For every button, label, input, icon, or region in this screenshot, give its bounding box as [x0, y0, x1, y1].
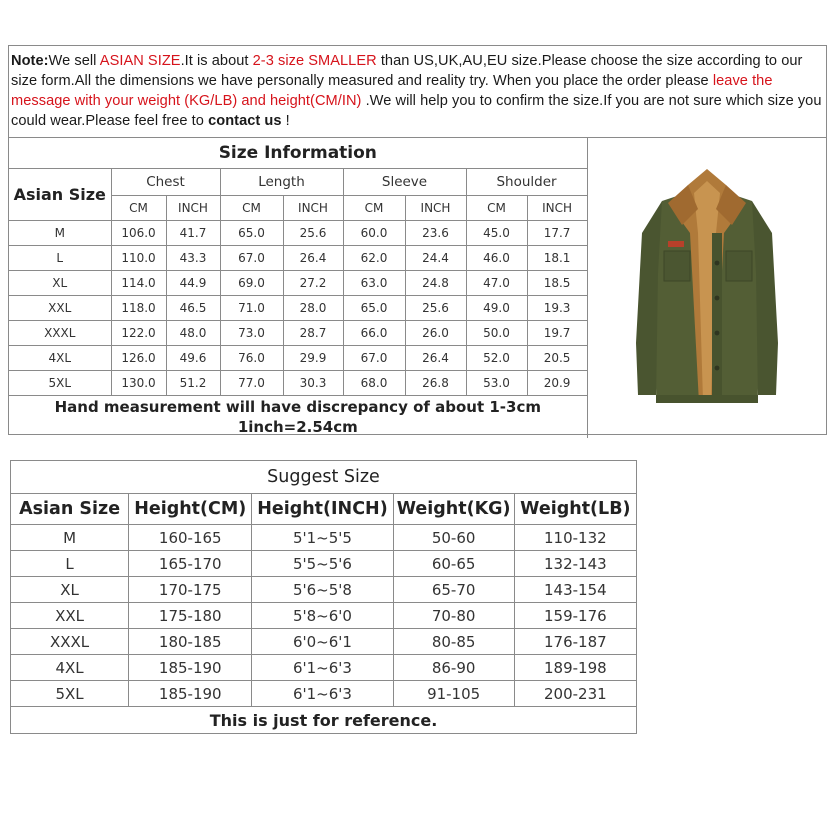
suggest-table-body	[11, 525, 637, 707]
size-table-value-cell: 24.8	[405, 271, 466, 296]
suggest-table-value-cell: 60-65	[393, 551, 514, 577]
note-text-4: .We will help you to confirm the size.If you are not sure which size you could wear.Please feel free to	[11, 93, 822, 129]
size-table-value-cell: 52.0	[466, 346, 527, 371]
suggest-table-header-row	[11, 494, 637, 525]
suggest-table-value-cell: 160-165	[129, 525, 252, 551]
size-table-value-cell: 26.4	[283, 246, 343, 271]
suggest-table-value-cell: 200-231	[514, 681, 636, 707]
size-table-value-cell: 63.0	[343, 271, 405, 296]
size-table-value-cell: 51.2	[166, 371, 220, 396]
size-table-value-cell: 28.7	[283, 321, 343, 346]
size-table-value-cell: 41.7	[166, 221, 220, 246]
size-information-panel	[8, 45, 827, 435]
size-table-value-cell: 26.8	[405, 371, 466, 396]
suggest-table-value-cell: 6'1~6'3	[252, 655, 393, 681]
suggest-table-row	[11, 603, 637, 629]
size-table-footer-line-2: 1inch=2.54cm	[237, 418, 358, 436]
size-table-value-cell: 26.0	[405, 321, 466, 346]
suggest-table-size-cell: M	[11, 525, 129, 551]
size-table-value-cell: 20.5	[527, 346, 587, 371]
size-table-value-cell: 47.0	[466, 271, 527, 296]
size-table-value-cell: 62.0	[343, 246, 405, 271]
suggest-table-value-cell: 180-185	[129, 629, 252, 655]
size-information-table	[9, 138, 588, 438]
size-table-value-cell: 68.0	[343, 371, 405, 396]
suggest-table-value-cell: 185-190	[129, 681, 252, 707]
size-table-value-cell: 53.0	[466, 371, 527, 396]
size-table-value-cell: 50.0	[466, 321, 527, 346]
suggest-table-row	[11, 577, 637, 603]
suggest-table-value-cell: 185-190	[129, 655, 252, 681]
size-table-unit-header: INCH	[527, 196, 587, 221]
suggest-table-value-cell: 91-105	[393, 681, 514, 707]
note-text-3: than US,UK,AU,EU size.Please choose the size according to our size form.All the dimensions we have personally measured and reality try. When you place the order please	[11, 53, 803, 89]
size-note	[9, 46, 826, 138]
suggest-table-title: Suggest Size	[11, 461, 637, 494]
note-prefix: Note:	[11, 53, 49, 69]
note-text-1: We sell	[48, 53, 100, 69]
size-table-value-cell: 77.0	[220, 371, 283, 396]
suggest-table-value-cell: 5'1~5'5	[252, 525, 393, 551]
size-table-value-cell: 26.4	[405, 346, 466, 371]
size-table-value-cell: 67.0	[343, 346, 405, 371]
note-text-2: .It is about	[180, 53, 253, 69]
size-table-value-cell: 114.0	[111, 271, 166, 296]
size-table-asian-size-header: Asian Size	[9, 169, 111, 221]
suggest-table-size-cell: L	[11, 551, 129, 577]
size-table-value-cell: 18.5	[527, 271, 587, 296]
size-table-value-cell: 25.6	[283, 221, 343, 246]
suggest-table-value-cell: 5'6~5'8	[252, 577, 393, 603]
size-table-value-cell: 118.0	[111, 296, 166, 321]
suggest-table-row	[11, 629, 637, 655]
suggest-table-value-cell: 159-176	[514, 603, 636, 629]
size-table-size-cell: M	[9, 221, 111, 246]
suggest-table-value-cell: 170-175	[129, 577, 252, 603]
size-table-row	[9, 246, 587, 271]
size-table-row	[9, 296, 587, 321]
size-table-value-cell: 122.0	[111, 321, 166, 346]
size-table-value-cell: 65.0	[220, 221, 283, 246]
suggest-table-value-cell: 86-90	[393, 655, 514, 681]
size-table-row	[9, 221, 587, 246]
suggest-table-size-cell: 4XL	[11, 655, 129, 681]
size-table-unit-header: CM	[220, 196, 283, 221]
suggest-table-size-cell: XXXL	[11, 629, 129, 655]
suggest-table-size-cell: XL	[11, 577, 129, 603]
suggest-table-value-cell: 65-70	[393, 577, 514, 603]
suggest-table-value-cell: 165-170	[129, 551, 252, 577]
size-table-value-cell: 44.9	[166, 271, 220, 296]
size-table-value-cell: 106.0	[111, 221, 166, 246]
size-table-value-cell: 46.5	[166, 296, 220, 321]
size-table-value-cell: 126.0	[111, 346, 166, 371]
size-table-value-cell: 65.0	[343, 296, 405, 321]
suggest-table-header-cell: Weight(LB)	[514, 494, 636, 525]
size-table-size-cell: XXL	[9, 296, 111, 321]
suggest-table-value-cell: 5'5~5'6	[252, 551, 393, 577]
size-table-value-cell: 19.7	[527, 321, 587, 346]
size-table-value-cell: 29.9	[283, 346, 343, 371]
size-table-value-cell: 23.6	[405, 221, 466, 246]
suggest-table-row	[11, 655, 637, 681]
size-table-value-cell: 24.4	[405, 246, 466, 271]
size-table-value-cell: 30.3	[283, 371, 343, 396]
suggest-table-header-cell: Height(INCH)	[252, 494, 393, 525]
suggest-table-header-cell: Height(CM)	[129, 494, 252, 525]
size-table-value-cell: 49.0	[466, 296, 527, 321]
suggest-table-footer: This is just for reference.	[11, 707, 637, 734]
size-table-unit-header: INCH	[405, 196, 466, 221]
suggest-table-value-cell: 50-60	[393, 525, 514, 551]
size-table-value-cell: 28.0	[283, 296, 343, 321]
suggest-table-value-cell: 175-180	[129, 603, 252, 629]
size-table-value-cell: 66.0	[343, 321, 405, 346]
size-table-footer-line-1: Hand measurement will have discrepancy of about 1-3cm	[54, 398, 541, 416]
size-table-size-cell: L	[9, 246, 111, 271]
size-table-unit-header: CM	[343, 196, 405, 221]
size-table-value-cell: 27.2	[283, 271, 343, 296]
size-table-size-cell: XXXL	[9, 321, 111, 346]
note-contact-us: contact us	[208, 113, 282, 129]
size-table-value-cell: 76.0	[220, 346, 283, 371]
jacket-image	[632, 163, 782, 408]
size-table-value-cell: 17.7	[527, 221, 587, 246]
size-table-value-cell: 69.0	[220, 271, 283, 296]
size-table-row	[9, 321, 587, 346]
size-table-row	[9, 346, 587, 371]
size-table-value-cell: 46.0	[466, 246, 527, 271]
suggest-table-row	[11, 681, 637, 707]
suggest-table-size-cell: 5XL	[11, 681, 129, 707]
suggest-table-value-cell: 5'8~6'0	[252, 603, 393, 629]
suggest-table-row	[11, 525, 637, 551]
note-asian-size: ASIAN SIZE	[99, 53, 181, 69]
size-table-value-cell: 48.0	[166, 321, 220, 346]
size-table-group-chest: Chest	[111, 169, 220, 196]
suggest-table-header-cell: Weight(KG)	[393, 494, 514, 525]
size-table-value-cell: 45.0	[466, 221, 527, 246]
size-table-size-cell: XL	[9, 271, 111, 296]
suggest-table-value-cell: 176-187	[514, 629, 636, 655]
product-image-cell	[587, 138, 826, 434]
size-table-size-cell: 5XL	[9, 371, 111, 396]
size-table-row	[9, 271, 587, 296]
size-table-value-cell: 49.6	[166, 346, 220, 371]
size-table-body	[9, 221, 587, 396]
size-table-unit-header: INCH	[283, 196, 343, 221]
size-table-value-cell: 110.0	[111, 246, 166, 271]
size-table-row	[9, 371, 587, 396]
size-table-size-cell: 4XL	[9, 346, 111, 371]
size-information-table-wrap	[9, 138, 587, 434]
note-leave-message: leave the message with your weight (KG/LB) and height(CM/IN)	[11, 73, 773, 109]
note-text-5: !	[281, 113, 290, 129]
size-table-unit-header: CM	[111, 196, 166, 221]
size-table-footer	[9, 396, 587, 439]
suggest-table-value-cell: 6'0~6'1	[252, 629, 393, 655]
size-table-group-length: Length	[220, 169, 343, 196]
size-table-value-cell: 19.3	[527, 296, 587, 321]
size-table-title: Size Information	[9, 138, 587, 169]
size-table-unit-header: CM	[466, 196, 527, 221]
suggest-table-value-cell: 143-154	[514, 577, 636, 603]
size-table-value-cell: 130.0	[111, 371, 166, 396]
size-table-value-cell: 71.0	[220, 296, 283, 321]
suggest-table-value-cell: 70-80	[393, 603, 514, 629]
suggest-size-table	[10, 460, 637, 734]
suggest-table-value-cell: 80-85	[393, 629, 514, 655]
suggest-table-row	[11, 551, 637, 577]
size-table-value-cell: 20.9	[527, 371, 587, 396]
suggest-table-value-cell: 6'1~6'3	[252, 681, 393, 707]
suggest-table-size-cell: XXL	[11, 603, 129, 629]
note-smaller: 2-3 size SMALLER	[252, 53, 377, 69]
size-table-value-cell: 67.0	[220, 246, 283, 271]
size-table-value-cell: 25.6	[405, 296, 466, 321]
size-table-value-cell: 43.3	[166, 246, 220, 271]
size-table-value-cell: 60.0	[343, 221, 405, 246]
size-table-group-shoulder: Shoulder	[466, 169, 587, 196]
size-table-group-sleeve: Sleeve	[343, 169, 466, 196]
suggest-table-value-cell: 189-198	[514, 655, 636, 681]
suggest-table-value-cell: 132-143	[514, 551, 636, 577]
size-table-value-cell: 18.1	[527, 246, 587, 271]
suggest-table-header-cell: Asian Size	[11, 494, 129, 525]
suggest-table-value-cell: 110-132	[514, 525, 636, 551]
size-table-unit-header: INCH	[166, 196, 220, 221]
size-table-value-cell: 73.0	[220, 321, 283, 346]
